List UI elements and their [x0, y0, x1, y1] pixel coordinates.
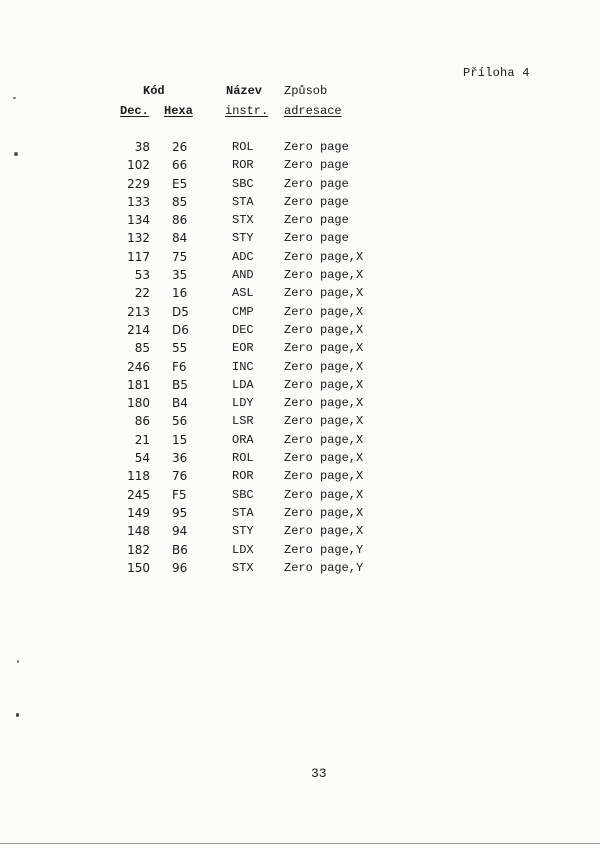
table-row	[0, 341, 600, 359]
decimal-code: 181	[127, 377, 150, 392]
addressing-mode: Zero page,Y	[284, 560, 364, 575]
table-row	[0, 561, 600, 579]
instruction-name: STX	[232, 213, 254, 228]
table-row	[0, 305, 600, 323]
table-row	[0, 158, 600, 176]
instruction-name: STY	[232, 524, 254, 539]
header-mode-line1: Způsob	[284, 84, 328, 98]
hex-code: 56	[172, 414, 188, 429]
table-row	[0, 231, 600, 249]
hex-code: 75	[172, 249, 188, 264]
addressing-mode: Zero page,X	[284, 524, 364, 539]
decimal-code: 149	[127, 505, 150, 520]
decimal-code: 22	[134, 286, 150, 301]
addressing-mode: Zero page	[284, 140, 349, 154]
addressing-mode: Zero page	[284, 194, 349, 209]
header-name-line2: instr.	[225, 104, 269, 118]
hex-code: 94	[172, 524, 188, 539]
table-row	[0, 433, 600, 451]
hex-code: E5	[172, 176, 188, 191]
header-hex: Hexa	[164, 104, 193, 118]
decimal-code: 134	[127, 213, 150, 228]
scan-speck	[17, 660, 19, 663]
header-name-line1: Název	[226, 84, 263, 98]
instruction-name: ORA	[232, 432, 254, 447]
instruction-name: LDA	[232, 377, 254, 392]
decimal-code: 38	[134, 140, 150, 154]
table-row	[0, 268, 600, 286]
hex-code: F5	[172, 487, 187, 502]
hex-code: 84	[172, 231, 188, 246]
hex-code: B6	[172, 542, 188, 557]
table-row	[0, 469, 600, 487]
decimal-code: 245	[127, 487, 150, 502]
hex-code: 66	[172, 158, 188, 173]
hex-code: 96	[172, 560, 188, 575]
table-row	[0, 250, 600, 268]
addressing-mode: Zero page	[284, 176, 349, 191]
instruction-name: ASL	[232, 286, 254, 301]
instruction-name: ROL	[232, 451, 254, 466]
hex-code: 95	[172, 505, 188, 520]
instruction-name: STA	[232, 505, 254, 520]
decimal-code: 21	[134, 432, 150, 447]
instruction-name: AND	[232, 268, 254, 283]
addressing-mode: Zero page	[284, 231, 349, 246]
hex-code: 15	[172, 432, 188, 447]
table-row	[0, 286, 600, 304]
instruction-name: ROR	[232, 469, 254, 484]
addressing-mode: Zero page,X	[284, 414, 364, 429]
scan-speck	[13, 97, 16, 99]
decimal-code: 102	[127, 158, 150, 173]
hex-code: B5	[172, 377, 188, 392]
decimal-code: 150	[127, 560, 150, 575]
decimal-code: 214	[127, 322, 150, 337]
decimal-code: 118	[127, 469, 150, 484]
addressing-mode: Zero page,X	[284, 396, 364, 411]
hex-code: 76	[172, 469, 188, 484]
table-row	[0, 213, 600, 231]
decimal-code: 132	[127, 231, 150, 246]
instruction-name: STX	[232, 560, 254, 575]
hex-code: 35	[172, 268, 188, 283]
addressing-mode: Zero page,X	[284, 341, 364, 356]
table-row	[0, 378, 600, 396]
hex-code: D6	[172, 322, 189, 337]
decimal-code: 182	[127, 542, 150, 557]
header-mode-line2: adresace	[284, 104, 342, 118]
table-row	[0, 323, 600, 341]
table-row	[0, 360, 600, 378]
addressing-mode: Zero page,X	[284, 505, 364, 520]
decimal-code: 54	[134, 451, 150, 466]
header-dec: Dec.	[120, 104, 149, 118]
appendix-label: Příloha 4	[463, 66, 530, 80]
addressing-mode: Zero page,Y	[284, 542, 364, 557]
addressing-mode: Zero page,X	[284, 432, 364, 447]
table-row	[0, 543, 600, 561]
addressing-mode: Zero page,X	[284, 286, 364, 301]
hex-code: 16	[172, 286, 188, 301]
decimal-code: 117	[127, 249, 150, 264]
table-row	[0, 488, 600, 506]
hex-code: F6	[172, 359, 187, 374]
instruction-name: SBC	[232, 176, 254, 191]
instruction-name: STY	[232, 231, 254, 246]
hex-code: 36	[172, 451, 188, 466]
instruction-name: LSR	[232, 414, 254, 429]
decimal-code: 246	[127, 359, 150, 374]
hex-code: 86	[172, 213, 188, 228]
decimal-code: 85	[134, 341, 150, 356]
table-row	[0, 195, 600, 213]
scan-speck	[16, 713, 19, 717]
addressing-mode: Zero page,X	[284, 377, 364, 392]
decimal-code: 53	[134, 268, 150, 283]
page-number: 33	[311, 766, 327, 781]
instruction-name: SBC	[232, 487, 254, 502]
instruction-name: INC	[232, 359, 254, 374]
decimal-code: 180	[127, 396, 150, 411]
decimal-code: 148	[127, 524, 150, 539]
header-code: Kód	[143, 84, 165, 98]
instruction-name: EOR	[232, 341, 254, 356]
instruction-name: LDX	[232, 542, 254, 557]
addressing-mode: Zero page,X	[284, 359, 364, 374]
addressing-mode: Zero page,X	[284, 322, 364, 337]
hex-code: D5	[172, 304, 189, 319]
table-row	[0, 451, 600, 469]
addressing-mode: Zero page,X	[284, 451, 364, 466]
bottom-edge-line	[0, 843, 600, 844]
hex-code: 55	[172, 341, 188, 356]
instruction-table	[0, 140, 600, 579]
instruction-name: ROR	[232, 158, 254, 173]
hex-code: B4	[172, 396, 188, 411]
hex-code: 26	[172, 140, 188, 154]
hex-code: 85	[172, 194, 188, 209]
instruction-name: LDY	[232, 396, 254, 411]
instruction-name: DEC	[232, 322, 254, 337]
addressing-mode: Zero page,X	[284, 249, 364, 264]
decimal-code: 86	[134, 414, 150, 429]
table-row	[0, 140, 600, 158]
addressing-mode: Zero page,X	[284, 469, 364, 484]
addressing-mode: Zero page,X	[284, 487, 364, 502]
decimal-code: 133	[127, 194, 150, 209]
table-row	[0, 396, 600, 414]
decimal-code: 213	[127, 304, 150, 319]
addressing-mode: Zero page	[284, 158, 349, 173]
instruction-name: ADC	[232, 249, 254, 264]
table-row	[0, 524, 600, 542]
instruction-name: CMP	[232, 304, 254, 319]
table-row	[0, 506, 600, 524]
table-row	[0, 177, 600, 195]
scan-speck	[14, 152, 18, 156]
instruction-name: ROL	[232, 140, 254, 154]
instruction-name: STA	[232, 194, 254, 209]
addressing-mode: Zero page	[284, 213, 349, 228]
addressing-mode: Zero page,X	[284, 304, 364, 319]
decimal-code: 229	[127, 176, 150, 191]
addressing-mode: Zero page,X	[284, 268, 364, 283]
table-row	[0, 414, 600, 432]
